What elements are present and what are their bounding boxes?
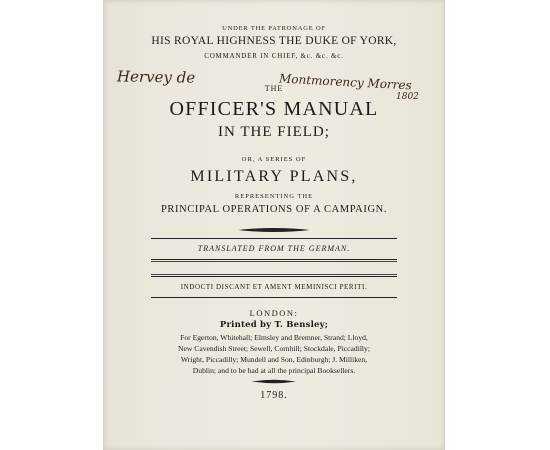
imprint-line: For Egerton, Whitehall; Elmsley and Bremner, Strand; Lloyd, — [180, 333, 368, 342]
ornamental-rule — [252, 378, 296, 385]
principal-operations-line: PRINCIPAL OPERATIONS OF A CAMPAIGN. — [160, 204, 388, 215]
duke-line: HIS ROYAL HIGHNESS THE DUKE OF YORK, — [151, 35, 397, 47]
divider-rule — [151, 276, 397, 277]
printer-line: Printed by T. Bensley; — [219, 320, 329, 330]
book-title: OFFICER'S MANUAL — [169, 98, 379, 120]
title-article: THE — [264, 84, 284, 93]
ornamental-rule — [238, 226, 310, 234]
book-title-continued: IN THE FIELD; — [218, 124, 330, 140]
handwritten-name: Hervey de — [116, 67, 196, 87]
handwritten-place: Montmorency Morres — [278, 71, 413, 93]
commander-line: COMMANDER IN CHIEF, &c. &c. &c. — [204, 52, 344, 60]
divider-rule — [151, 297, 397, 298]
divider-rule — [151, 274, 397, 275]
divider-rule — [151, 261, 397, 262]
divider-rule — [151, 238, 397, 239]
translated-line: TRANSLATED FROM THE GERMAN. — [197, 244, 351, 253]
divider-rule — [151, 259, 397, 260]
imprint-line: New Cavendish Street; Sewell, Cornhill; Stockdale, Piccadilly; — [178, 344, 370, 353]
military-plans-line: MILITARY PLANS, — [190, 168, 358, 185]
representing-line: REPRESENTING THE — [234, 193, 314, 200]
patronage-line: UNDER THE PATRONAGE OF — [222, 25, 326, 32]
title-page — [103, 0, 445, 450]
handwritten-year: 1802 — [396, 92, 419, 102]
latin-motto: INDOCTI DISCANT ET AMENT MEMINISCI PERITI. — [180, 283, 368, 291]
publication-year: 1798. — [260, 390, 288, 401]
imprint-line: Dublin; and to be had at all the principal Booksellers. — [192, 366, 356, 375]
or-series-line: OR, A SERIES OF — [241, 156, 307, 163]
imprint-city: LONDON: — [249, 308, 299, 318]
imprint-line: Wright, Piccadilly; Mundell and Son, Edinburgh; J. Milliken, — [180, 355, 368, 364]
